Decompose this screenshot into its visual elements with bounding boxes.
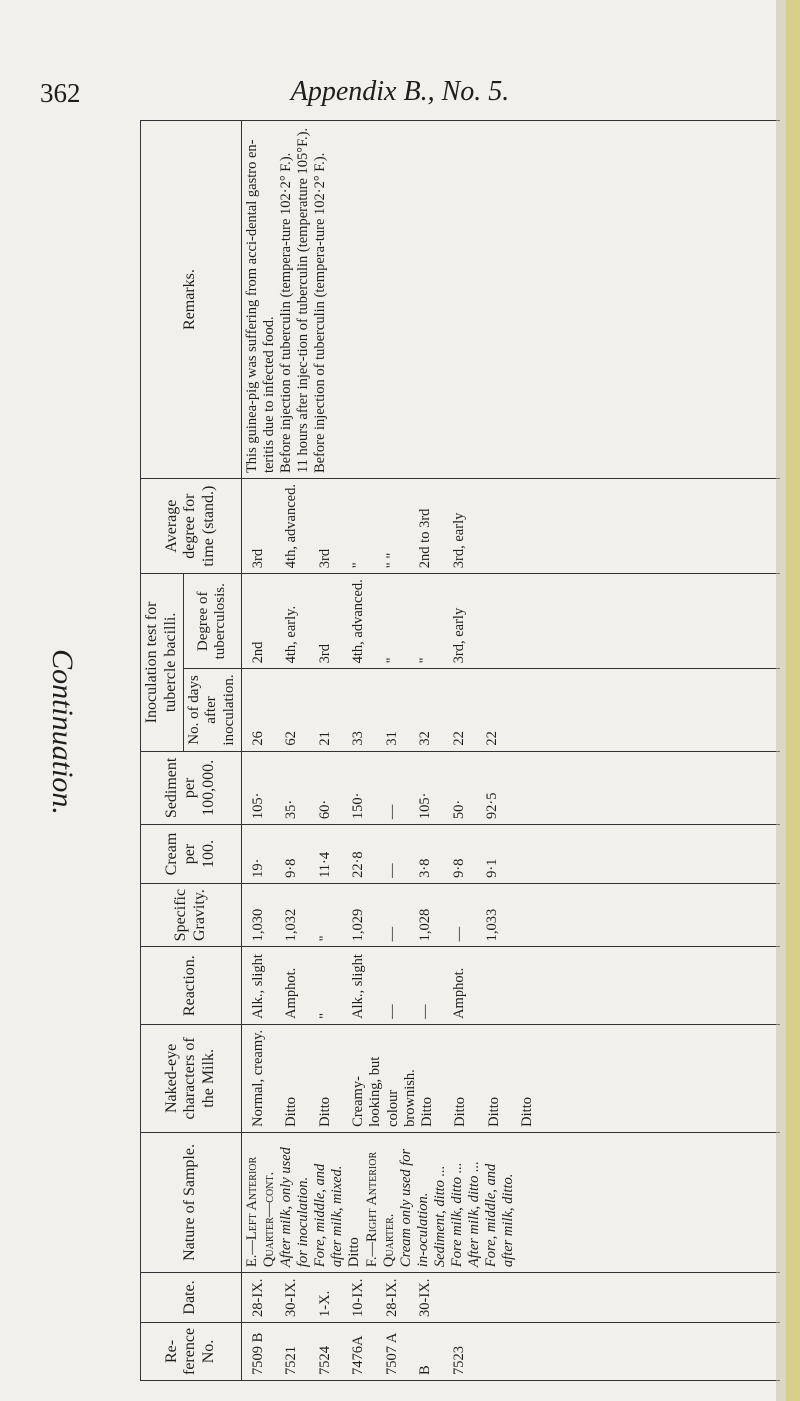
cream-value: 9·1	[484, 858, 501, 878]
reference-value: 7507 A	[383, 1332, 400, 1375]
reaction-value: —	[417, 1004, 434, 1019]
nature-line: After milk, ditto ...	[466, 1161, 483, 1268]
sediment-value: 92·5	[484, 792, 501, 820]
date-value: 30-IX.	[417, 1278, 434, 1317]
naked-eye-value: Normal, creamy.	[249, 1029, 266, 1127]
degree-cell	[241, 574, 780, 669]
rotated-table-container	[140, 120, 780, 1381]
average-degree-value: 4th, advanced.	[283, 484, 300, 569]
cream-value: 9·8	[283, 858, 300, 878]
remarks-cell	[241, 121, 780, 479]
nature-line: Cream only used for in-oculation.	[397, 1148, 431, 1268]
average-degree-value: 2nd to 3rd	[417, 508, 434, 569]
days-value: 33	[350, 731, 367, 746]
table-frame	[140, 120, 780, 1381]
remarks-line: 11 hours after injec-tion of tuberculin (temperature 105°F.).	[295, 127, 312, 474]
average-degree-value: "	[350, 562, 367, 569]
running-title: Appendix B., No. 5.	[290, 76, 510, 107]
sediment-value: 105·	[417, 792, 434, 820]
page-binding-shadow	[776, 0, 786, 1401]
reaction-value: Amphot.	[283, 967, 300, 1019]
cream-value: —	[383, 863, 400, 878]
cream-value: 19·	[249, 858, 266, 878]
reference-cell	[241, 1322, 780, 1380]
header-reaction: Reaction.	[141, 947, 242, 1025]
degree-value: 4th, early.	[283, 605, 300, 664]
days-value: 31	[383, 731, 400, 746]
average-degree-value: " "	[383, 552, 400, 569]
degree-value: 4th, advanced.	[350, 579, 367, 664]
sediment-cell	[241, 751, 780, 825]
reaction-value: Alk., slight	[350, 954, 367, 1019]
average-degree-value: 3rd, early	[450, 512, 467, 569]
sediment-value: 35·	[283, 799, 300, 820]
days-value: 22	[450, 731, 467, 746]
gravity-value: 1,033	[484, 908, 501, 942]
naked-eye-value: Ditto	[519, 1097, 536, 1127]
header-date: Date.	[141, 1273, 242, 1323]
header-gravity: Specific Gravity.	[141, 883, 242, 946]
cream-cell	[241, 825, 780, 884]
header-inoculation: Inoculation test for tubercle bacilli.	[141, 574, 184, 751]
gravity-cell	[241, 883, 780, 946]
nature-line: After milk, only used for inoculation.	[278, 1147, 312, 1268]
degree-value: "	[417, 657, 434, 664]
naked-eye-value: Creamy-looking, but colour brownish.	[350, 1056, 418, 1127]
date-value: 10-IX.	[350, 1278, 367, 1317]
header-degree: Degree of tuberculosis.	[183, 574, 241, 669]
remarks-line: This guinea-pig was suffering from acci-dental gastro en-teritis due to infected food.	[243, 139, 277, 474]
header-days: No. of days after inoculation.	[183, 669, 241, 751]
reference-value: B	[417, 1365, 434, 1375]
header-remarks: Remarks.	[141, 121, 242, 479]
sediment-value: 105·	[249, 792, 266, 820]
nature-line: Fore milk, ditto ...	[449, 1162, 466, 1268]
naked-eye-value: Ditto	[283, 1097, 300, 1127]
gravity-value: "	[316, 935, 333, 942]
cream-value: 3·8	[417, 858, 434, 878]
days-value: 26	[249, 731, 266, 746]
gravity-value: 1,030	[249, 908, 266, 942]
reaction-value: Amphot.	[450, 967, 467, 1019]
reaction-value: —	[383, 1004, 400, 1019]
days-cell	[241, 669, 780, 751]
days-value: 21	[316, 731, 333, 746]
average-degree-cell	[241, 479, 780, 574]
naked-eye-value: Ditto	[418, 1097, 435, 1127]
nature-line: Ditto	[346, 1237, 363, 1268]
date-cell	[241, 1273, 780, 1323]
days-value: 32	[417, 731, 434, 746]
degree-value: 2nd	[249, 641, 266, 664]
nature-line: F.—Right Anterior Quarter.	[363, 1151, 397, 1268]
remarks-line: Before injection of tuberculin (tempera-ture 102·2° F.).	[312, 152, 329, 474]
reference-value: 7521	[283, 1346, 300, 1375]
date-value: 30-IX.	[283, 1278, 300, 1317]
days-value: 22	[484, 731, 501, 746]
reaction-cell	[241, 947, 780, 1025]
degree-value: 3rd	[316, 644, 333, 664]
header-naked-eye: Naked-eye characters of the Milk.	[141, 1024, 242, 1132]
continuation-table	[140, 120, 780, 1381]
reference-value: 7476A	[350, 1335, 367, 1375]
nature-line: Sediment, ditto ...	[432, 1165, 449, 1268]
nature-line: Fore, middle, and after milk, mixed.	[312, 1163, 346, 1268]
reference-value: 7509 B	[249, 1332, 266, 1375]
header-nature: Nature of Sample.	[141, 1132, 242, 1272]
header-reference: Re- ference No.	[141, 1322, 242, 1380]
cream-value: 9·8	[450, 858, 467, 878]
nature-line: Fore, middle, and after milk, ditto.	[483, 1163, 517, 1268]
reference-value: 7524	[316, 1346, 333, 1375]
gravity-value: 1,032	[283, 908, 300, 942]
gravity-value: —	[450, 926, 467, 942]
days-value: 62	[283, 731, 300, 746]
date-value: 28-IX.	[383, 1278, 400, 1317]
sediment-value: 150·	[350, 792, 367, 820]
sediment-value: —	[383, 804, 400, 820]
date-value: 1-X.	[316, 1290, 333, 1317]
average-degree-value: 3rd	[316, 548, 333, 569]
average-degree-value: 3rd	[249, 548, 266, 569]
cream-value: 11·4	[316, 851, 333, 878]
naked-eye-value: Ditto	[452, 1097, 469, 1127]
remarks-line: Before injection of tuberculin (tempera-ture 102·2° F.).	[278, 152, 295, 474]
page-header	[0, 0, 800, 120]
header-average-degree: Average degree for time (stand.)	[141, 479, 242, 574]
reference-value: 7523	[450, 1346, 467, 1375]
degree-value: 3rd, early	[450, 607, 467, 664]
nature-cell	[241, 1132, 780, 1272]
sediment-value: 50·	[450, 799, 467, 820]
nature-line: E.—Left Anterior Quarter—cont.	[243, 1156, 277, 1268]
naked-eye-value: Ditto	[485, 1097, 502, 1127]
reaction-value: "	[316, 1013, 333, 1019]
header-sediment: Sediment per 100,000.	[141, 751, 242, 825]
continuation-heading: Continuation.	[46, 649, 79, 815]
cream-value: 22·8	[350, 851, 367, 878]
table-body-row	[241, 121, 780, 1381]
gravity-value: 1,029	[350, 908, 367, 942]
date-value: 28-IX.	[249, 1278, 266, 1317]
page-binding-edge	[786, 0, 800, 1401]
naked-eye-cell	[241, 1024, 780, 1132]
gravity-value: 1,028	[417, 908, 434, 942]
gravity-value: —	[383, 926, 400, 942]
degree-value: "	[383, 657, 400, 664]
naked-eye-value: Ditto	[316, 1097, 333, 1127]
header-cream: Cream per 100.	[141, 825, 242, 884]
reaction-value: Alk., slight	[249, 954, 266, 1019]
sediment-value: 60·	[316, 799, 333, 820]
page-number: 362	[40, 78, 81, 108]
